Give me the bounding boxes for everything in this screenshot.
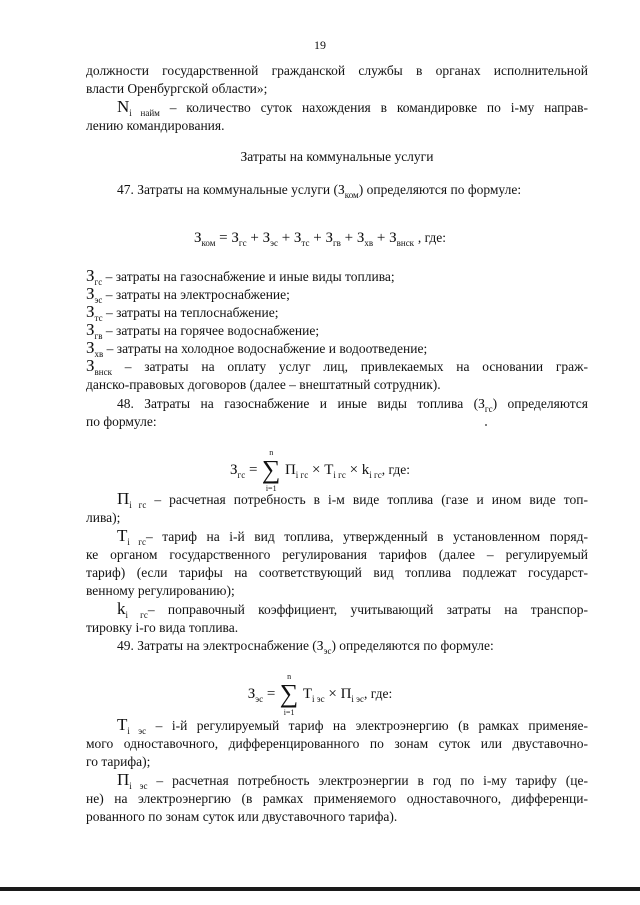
bottom-scan-edge (0, 887, 640, 891)
text-line: не) на электроэнергию (в рамках применяемого одноставочного, дифференци- (86, 791, 588, 806)
paragraph-47 (117, 181, 588, 204)
definition-line: $З_{хв}$ – затраты на холодное водоснабжение и водоотведение; (86, 338, 428, 359)
subscript: i найм (129, 108, 160, 118)
section-heading: Затраты на коммунальные услуги (240, 149, 434, 164)
definition-line: $З_{внск}$ – затраты на оплату услуг лиц, привлекаемых на основании граж- (86, 356, 588, 377)
text-line: данско-правовых договоров (далее – внештатный сотрудник). (86, 377, 441, 392)
scan-speck (485, 424, 487, 426)
definition-line: $З_{эс}$ – затраты на электроснабжение; (86, 284, 290, 305)
text-line: рованного по зонам суток или двуставочного тарифа). (86, 809, 398, 824)
text-line: по формуле: (86, 414, 157, 429)
symbol: N (117, 97, 130, 116)
text-line: тариф) (если тарифы на соответствующий вид топлива подлежат государст- (86, 565, 588, 580)
text-line: ке органом государственного регулирования тарифов (далее – регулируемый (86, 547, 588, 562)
definition-line: $З_{тс}$ – затраты на теплоснабжение; (86, 302, 279, 323)
paragraph-49: 49. Затраты на электроснабжение $(З_{эс})$ определяются по формуле: (117, 638, 494, 656)
definition-line: $З_{гс}$ – затраты на газоснабжение и иные виды топлива; (86, 266, 395, 287)
definition-line: $Т_{i гс}-$ тариф на i-й вид топлива, утвержденный в установленном поряд- (117, 526, 588, 547)
text-line: мого одноставочного, дифференцированного по зонам суток или двуставочно- (86, 736, 588, 751)
text-line: должности государственной гражданской службы в органах исполнительной (86, 63, 588, 78)
formula-electricity: $З_{эс}$ = n ∑ i=1 $Т_{i эс} \times П_{i эс}$, где: (247, 672, 393, 717)
subscript: ком (344, 190, 359, 200)
text: 47. Затраты на коммунальные услуги (З (117, 182, 345, 197)
text-line: власти Оренбургской области»; (86, 81, 268, 96)
text: – количество суток нахождения в командировке по i-му направ- (159, 100, 589, 115)
paragraph-48: 48. Затраты на газоснабжение и иные виды топлива $(З_{гс})$ определяются (117, 396, 588, 414)
definition-line: $П_{i эс}$ – расчетная потребность электроэнергии в год по i-му тарифу (це- (117, 770, 588, 791)
text-line: лива); (86, 510, 121, 525)
text-line: лению командирования. (86, 118, 225, 133)
formula-gas-supply: $З_{гс}$ = n ∑ i=1 $П_{i гс} \times Т_{i гс} \times k_{i гс}$, где: (230, 448, 410, 493)
text: ) определяются по формуле: (358, 182, 522, 197)
formula-total-utilities: $З_{ком} = З_{гс} + З_{эс} + З_{тс} + З_{гв} + З_{хв} + З_{внск}$ , где: (193, 230, 447, 248)
definition-line: $З_{гв}$ – затраты на горячее водоснабжение; (86, 320, 320, 341)
definition-line: $Т_{i эс} - i-й$ регулируемый тариф на электроэнергию (в рамках применяе- (117, 715, 589, 736)
text-line: венному регулированию); (86, 583, 235, 598)
definition-line: $П_{i гс}$ – расчетная потребность в i-м виде топлива (газе и ином виде топ- (117, 489, 588, 510)
page-number: 19 (314, 38, 326, 52)
definition-line: $k_{i гс}-$ поправочный коэффициент, учитывающий затраты на транспор- (117, 599, 588, 620)
text-line: го тарифа); (86, 754, 151, 769)
text-line: тировку i-го вида топлива. (86, 620, 239, 635)
